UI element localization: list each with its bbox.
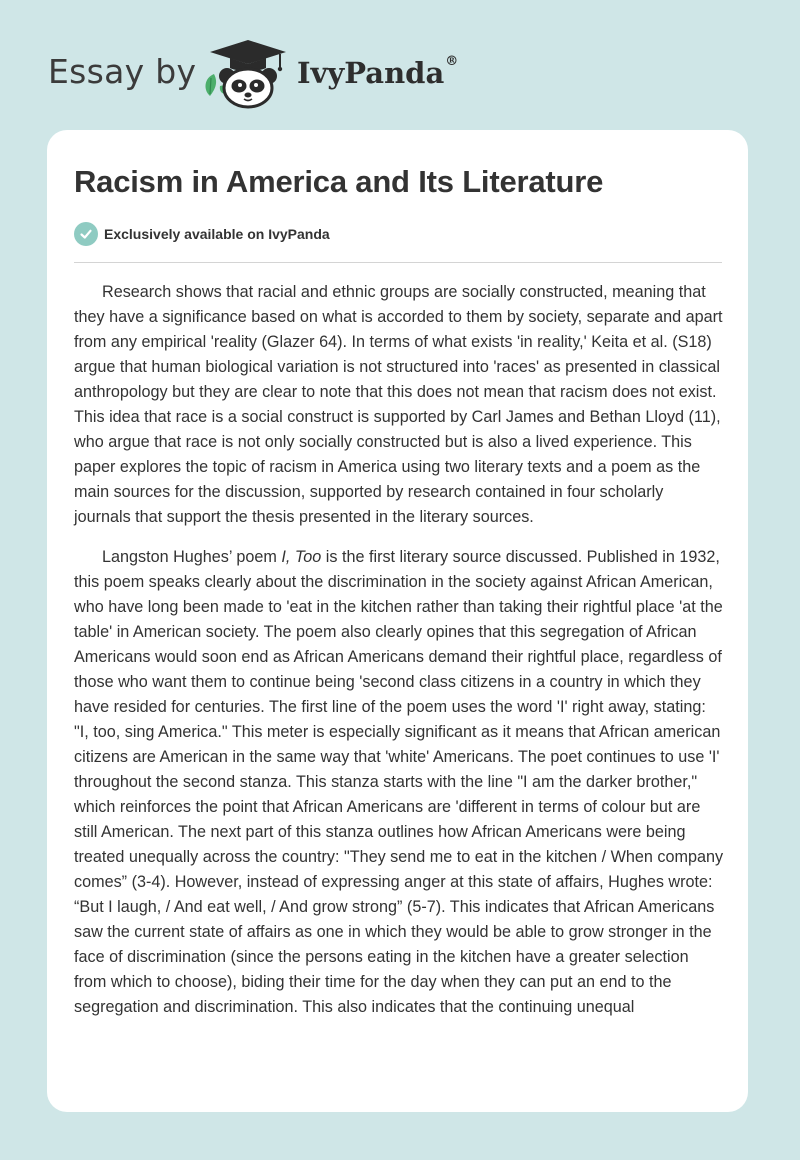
exclusive-badge-label: Exclusively available on IvyPanda (104, 226, 330, 242)
check-icon (74, 222, 98, 246)
poem-title: I, Too (281, 548, 322, 566)
essay-by-label: Essay by (48, 52, 197, 91)
page-title: Racism in America and Its Literature (74, 164, 604, 199)
panda-graduate-icon (200, 38, 296, 108)
site-header (0, 0, 800, 130)
brand-logo-text[interactable]: IvyPanda® (297, 54, 459, 90)
essay-body (74, 280, 724, 1016)
paragraph-2: Langston Hughes’ poem I, Too is the first literary source discussed. Published in 1932, this poem speaks clearly about the discrimination in the society against African American, who have long been made to 'eat in the kitchen rather than taking their rightful place 'at the table' in American society. The poem also clearly opines that this segregation of African Americans would soon end as African Americans demand their rightful place, regardless of those who want them to continue being 'second class citizens in a country in which they have resided for centuries. The first line of the poem uses the word 'I' right away, stating: "I, too, sing America." This meter is especially significant as it means that African american citizens are American in the same way that 'white' Americans. The poet continues to use 'I' throughout the second stanza. This stanza starts with the line "I am the darker brother," which reinforces the point that African Americans are 'different in terms of colour but are still American. The next part of this stanza outlines how African Americans were being treated unequally across the country: "They send me to eat in the kitchen / When company comes” (3-4). However, instead of expressing anger at this state of affairs, Hughes wrote: “But I laugh, / And eat well, / And grow strong” (5-7). This indicates that African Americans saw the current state of affairs as one in which they would be able to grow stronger in the face of discrimination (since the persons eating in the kitchen have a greater selection from which to choose), biding their time for the day when they can put an end to the segregation and discrimination. This also indicates that the continuing unequal (74, 548, 724, 1016)
essay-card (47, 130, 748, 1112)
exclusive-badge (74, 222, 330, 246)
paragraph-1: Research shows that racial and ethnic groups are socially constructed, meaning that they have a significance based on what is accorded to them by society, separate and apart from any empirical 'reality (Glazer 64). In terms of what exists 'in reality,' Keita et al. (S18) argue that human biological variation is not structured into 'races' as presented in classical anthropology but they are clear to note that this does not mean that racism does not exist. This idea that race is a social construct is supported by Carl James and Bethan Lloyd (11), who argue that race is not only socially constructed but is also a lived experience. This paper explores the topic of racism in America using two literary texts and a poem as the main sources for the discussion, supported by research contained in four scholarly journals that support the thesis presented in the literary sources. (74, 283, 723, 526)
divider (74, 262, 722, 263)
